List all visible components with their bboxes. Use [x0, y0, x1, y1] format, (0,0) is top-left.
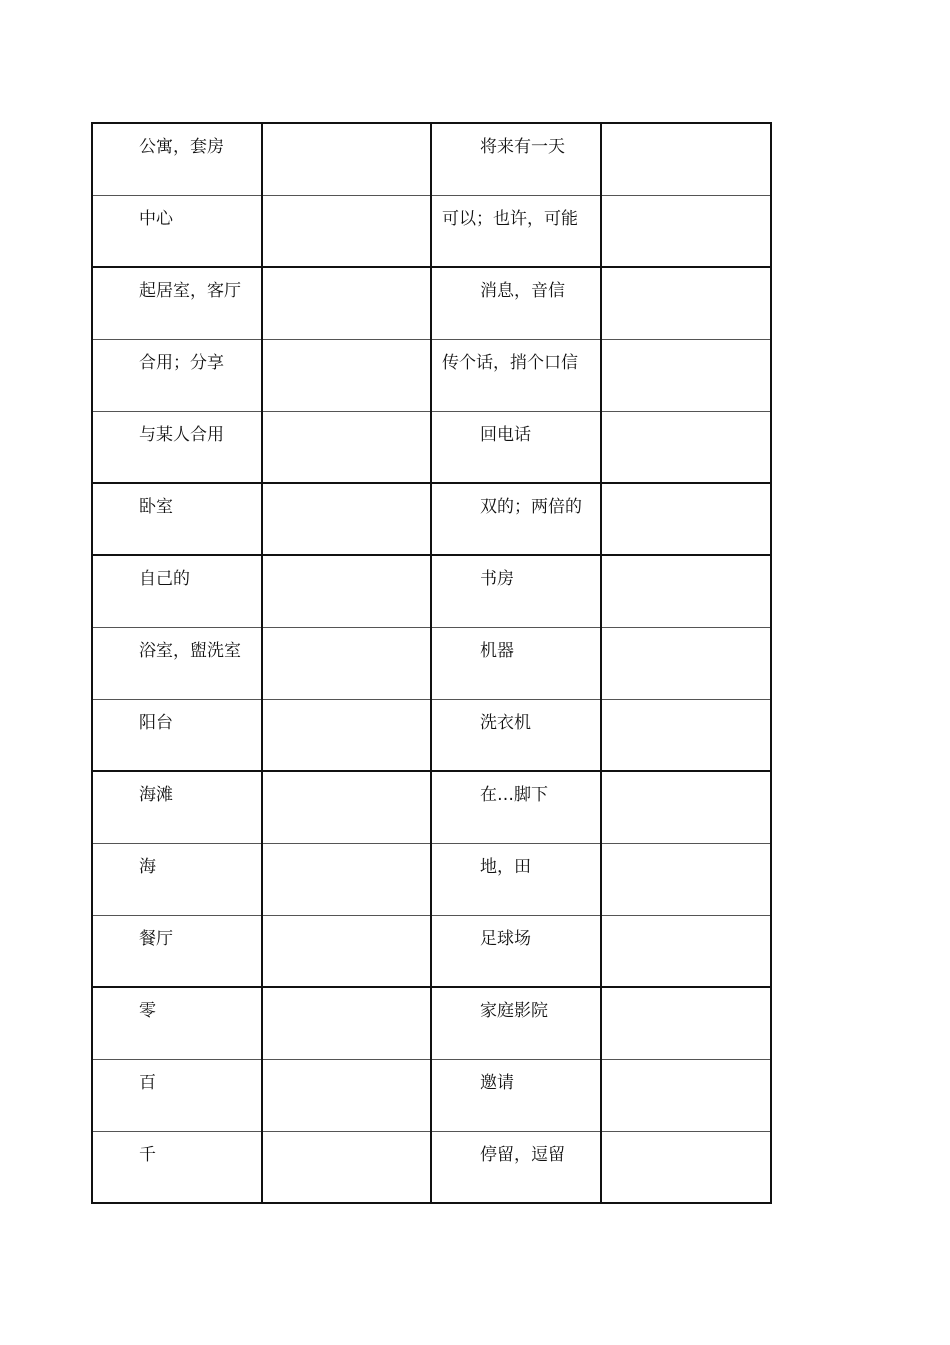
answer-blank-cell[interactable]: [262, 411, 431, 483]
chinese-meaning-text: 洗衣机: [480, 712, 531, 733]
chinese-meaning-cell: [431, 339, 601, 411]
chinese-meaning-cell: [92, 123, 262, 195]
answer-blank-cell[interactable]: [262, 627, 431, 699]
chinese-meaning-cell: [431, 1059, 601, 1131]
chinese-meaning-cell: [431, 771, 601, 843]
chinese-meaning-cell: [92, 483, 262, 555]
chinese-meaning-cell: [92, 843, 262, 915]
chinese-meaning-text: 在…脚下: [480, 785, 548, 805]
answer-blank-cell[interactable]: [262, 987, 431, 1059]
chinese-meaning-cell: [92, 915, 262, 987]
chinese-meaning-cell: [431, 1131, 601, 1203]
chinese-meaning-cell: [92, 555, 262, 627]
answer-blank-cell[interactable]: [262, 1059, 431, 1131]
chinese-meaning-cell: [92, 771, 262, 843]
chinese-meaning-text: 消息，音信: [480, 281, 565, 301]
answer-blank-cell[interactable]: [601, 915, 771, 987]
chinese-meaning-cell: [431, 267, 601, 339]
chinese-meaning-text: 家庭影院: [480, 1001, 548, 1021]
answer-blank-cell[interactable]: [262, 123, 431, 195]
chinese-meaning-text: 零: [139, 1001, 156, 1021]
answer-blank-cell[interactable]: [601, 555, 771, 627]
chinese-meaning-cell: [92, 411, 262, 483]
answer-blank-cell[interactable]: [601, 411, 771, 483]
answer-blank-cell[interactable]: [601, 339, 771, 411]
answer-blank-cell[interactable]: [601, 123, 771, 195]
chinese-meaning-cell: [92, 267, 262, 339]
chinese-meaning-text: 卧室: [139, 497, 173, 517]
chinese-meaning-cell: [431, 411, 601, 483]
chinese-meaning-text: 书房: [480, 569, 514, 589]
answer-blank-cell[interactable]: [601, 483, 771, 555]
table-row: [92, 987, 771, 1059]
chinese-meaning-text: 停留，逗留: [480, 1144, 565, 1165]
chinese-meaning-text: 千: [139, 1144, 156, 1165]
chinese-meaning-cell: [92, 339, 262, 411]
chinese-meaning-text: 机器: [480, 640, 514, 661]
chinese-meaning-text: 海: [139, 856, 156, 877]
chinese-meaning-cell: [431, 627, 601, 699]
chinese-meaning-cell: [92, 699, 262, 771]
vocabulary-table-body: [92, 123, 771, 1203]
answer-blank-cell[interactable]: [262, 843, 431, 915]
answer-blank-cell[interactable]: [601, 771, 771, 843]
chinese-meaning-cell: [431, 195, 601, 267]
answer-blank-cell[interactable]: [262, 915, 431, 987]
chinese-meaning-text: 双的；两倍的: [480, 497, 582, 517]
chinese-meaning-cell: [92, 987, 262, 1059]
answer-blank-cell[interactable]: [601, 1059, 771, 1131]
chinese-meaning-cell: [92, 1131, 262, 1203]
chinese-meaning-cell: [92, 1059, 262, 1131]
chinese-meaning-text: 自己的: [139, 569, 190, 589]
chinese-meaning-text: 足球场: [480, 928, 531, 949]
answer-blank-cell[interactable]: [601, 987, 771, 1059]
chinese-meaning-cell: [431, 699, 601, 771]
answer-blank-cell[interactable]: [601, 267, 771, 339]
table-row: [92, 339, 771, 411]
answer-blank-cell[interactable]: [601, 843, 771, 915]
chinese-meaning-text: 中心: [139, 208, 173, 229]
chinese-meaning-text: 传个话，捎个口信: [442, 352, 578, 373]
answer-blank-cell[interactable]: [262, 339, 431, 411]
chinese-meaning-text: 浴室，盥洗室: [139, 640, 241, 661]
answer-blank-cell[interactable]: [262, 1131, 431, 1203]
chinese-meaning-text: 公寓，套房: [139, 137, 224, 157]
table-row: [92, 627, 771, 699]
chinese-meaning-text: 地，田: [480, 856, 531, 877]
table-row: [92, 411, 771, 483]
chinese-meaning-text: 餐厅: [139, 928, 173, 949]
table-row: [92, 699, 771, 771]
table-row: [92, 483, 771, 555]
answer-blank-cell[interactable]: [262, 195, 431, 267]
chinese-meaning-text: 百: [139, 1072, 156, 1093]
answer-blank-cell[interactable]: [262, 699, 431, 771]
answer-blank-cell[interactable]: [601, 195, 771, 267]
table-row: [92, 267, 771, 339]
table-row: [92, 915, 771, 987]
answer-blank-cell[interactable]: [262, 267, 431, 339]
chinese-meaning-cell: [92, 627, 262, 699]
chinese-meaning-cell: [431, 843, 601, 915]
answer-blank-cell[interactable]: [262, 483, 431, 555]
chinese-meaning-text: 回电话: [480, 424, 531, 445]
chinese-meaning-cell: [431, 915, 601, 987]
table-row: [92, 195, 771, 267]
chinese-meaning-cell: [431, 987, 601, 1059]
table-row: [92, 1059, 771, 1131]
chinese-meaning-text: 将来有一天: [480, 137, 565, 157]
table-row: [92, 771, 771, 843]
chinese-meaning-text: 起居室，客厅: [139, 281, 241, 301]
chinese-meaning-text: 合用；分享: [139, 352, 224, 373]
vocabulary-table: [91, 122, 772, 1204]
chinese-meaning-text: 阳台: [139, 712, 173, 733]
chinese-meaning-text: 可以；也许，可能: [442, 208, 578, 229]
chinese-meaning-cell: [92, 195, 262, 267]
answer-blank-cell[interactable]: [601, 1131, 771, 1203]
table-row: [92, 843, 771, 915]
table-row: [92, 555, 771, 627]
answer-blank-cell[interactable]: [262, 555, 431, 627]
chinese-meaning-text: 邀请: [480, 1072, 514, 1093]
table-row: [92, 123, 771, 195]
chinese-meaning-text: 与某人合用: [139, 424, 224, 445]
answer-blank-cell[interactable]: [601, 627, 771, 699]
chinese-meaning-cell: [431, 483, 601, 555]
answer-blank-cell[interactable]: [601, 699, 771, 771]
chinese-meaning-text: 海滩: [139, 785, 173, 805]
chinese-meaning-cell: [431, 123, 601, 195]
table-row: [92, 1131, 771, 1203]
answer-blank-cell[interactable]: [262, 771, 431, 843]
chinese-meaning-cell: [431, 555, 601, 627]
